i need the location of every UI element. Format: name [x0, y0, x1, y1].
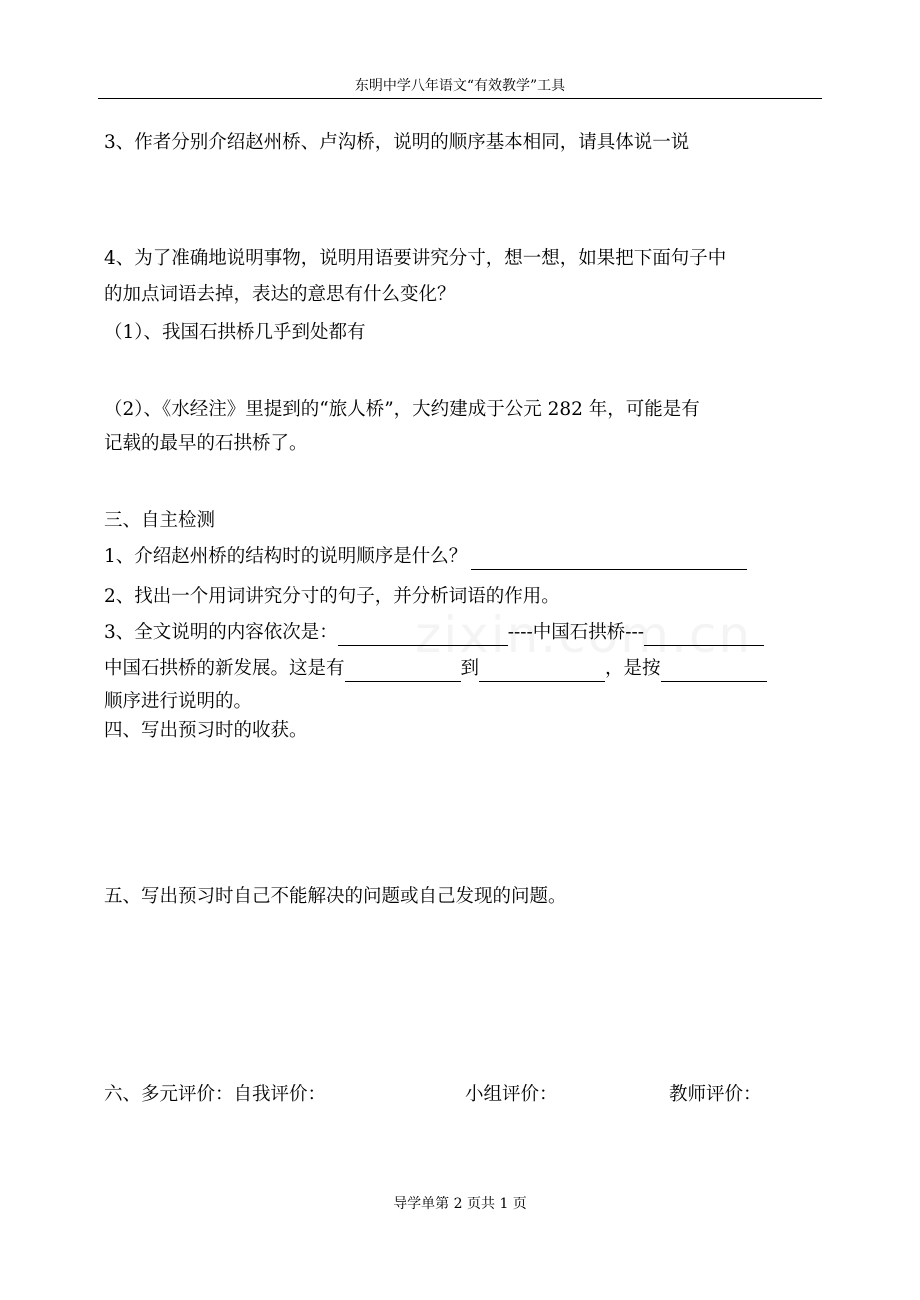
self-check-question-3-text-d: 到 [460, 658, 480, 679]
answer-blank-1[interactable] [471, 549, 747, 570]
section-4-heading: 四、写出预习时的收获。 [104, 720, 308, 741]
self-check-question-3-text-c: 中国石拱桥的新发展。这是有 [104, 658, 345, 679]
self-check-question-1-text: 1、介绍赵州桥的结构时的说明顺序是什么？ [104, 546, 468, 567]
section-6-teacher-evaluation: 教师评价： [669, 1084, 762, 1105]
answer-blank-order[interactable] [661, 661, 767, 682]
section-6-self-evaluation: 六、多元评价：自我评价： [104, 1084, 327, 1105]
self-check-question-3-text-e: ，是按 [605, 658, 661, 679]
self-check-question-3-text-a: 3、全文说明的内容依次是： [104, 622, 338, 643]
answer-blank-to[interactable] [479, 661, 605, 682]
self-check-question-1 [104, 544, 747, 570]
page-footer: 导学单第 2 页共 1 页 [393, 1196, 527, 1212]
question-4-sub-2-line-2: 记载的最早的石拱桥了。 [104, 433, 308, 454]
section-3-heading: 三、自主检测 [104, 510, 216, 531]
watermark [415, 606, 752, 664]
self-check-question-2: 2、找出一个用词讲究分寸的句子，并分析词语的作用。 [104, 586, 560, 607]
question-4-sub-1: （1）、我国石拱桥几乎到处都有 [104, 322, 366, 343]
section-6-group-evaluation: 小组评价： [465, 1084, 558, 1105]
self-check-question-3-line-3: 顺序进行说明的。 [104, 691, 253, 712]
question-4-sub-2-line-1: （2）、《水经注》里提到的“旅人桥”，大约建成于公元 282 年，可能是有 [104, 399, 700, 420]
question-4-line-2: 的加点词语去掉，表达的意思有什么变化？ [104, 284, 456, 305]
question-4-line-1: 4、为了准确地说明事物，说明用语要讲究分寸，想一想，如果把下面句子中 [104, 248, 727, 269]
section-5-heading: 五、写出预习时自己不能解决的问题或自己发现的问题。 [104, 886, 567, 907]
answer-blank-from[interactable] [345, 661, 461, 682]
page-header-title: 东明中学八年语文“有效教学”工具 [354, 78, 566, 94]
self-check-question-3-text-b: ----中国石拱桥--- [507, 622, 645, 643]
question-3-bridge-order: 3、作者分别介绍赵州桥、卢沟桥，说明的顺序基本相同，请具体说一说 [104, 132, 690, 153]
header-divider [98, 98, 822, 99]
